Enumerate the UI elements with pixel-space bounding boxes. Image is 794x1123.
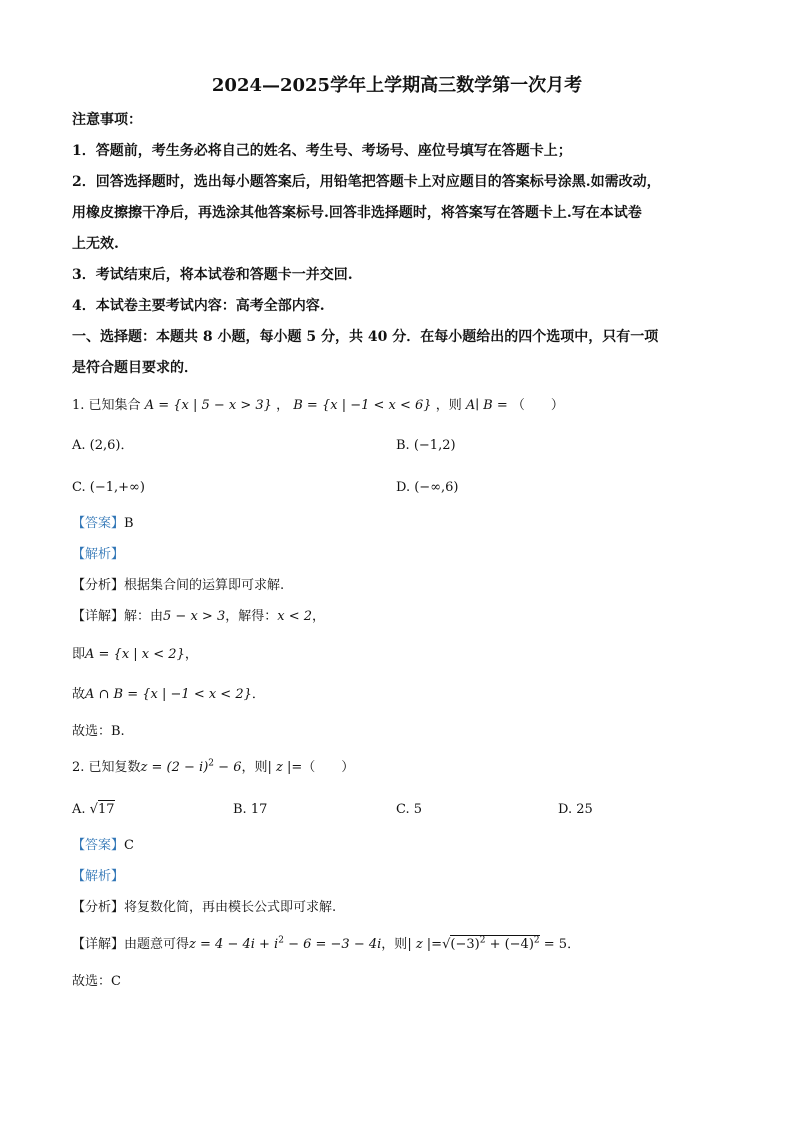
q1-detail-line-3 [72, 685, 265, 705]
q2-modulus: | z |= [267, 760, 303, 775]
q1-option-d [396, 478, 459, 498]
q1-fenxi [72, 576, 284, 596]
q1-paren: （ ） [511, 398, 564, 413]
question-1-stem [72, 396, 564, 416]
q1-prefix: 1. 已知集合 [72, 398, 141, 413]
detail-text: ， [312, 609, 326, 624]
note-item-2: 2．回答选择题时，选出每小题答案后，用铅笔把答题卡上对应题目的答案标号涂黑.如需改动， [72, 174, 661, 190]
detail-text: ， [184, 647, 198, 662]
q1-set-a: A = {x | 5 − x > 3} [144, 398, 272, 413]
detail-math: − 6 = −3 − 4i [283, 937, 382, 952]
detail-math: = 5 [539, 937, 568, 952]
option-label: B. [396, 438, 410, 453]
q2-prefix: 2. 已知复数 [72, 760, 141, 775]
q2-paren: （ ） [302, 760, 355, 775]
detail-text: 即 [72, 647, 86, 662]
q2-fenxi [72, 898, 336, 918]
detail-tag: 【详解】 [72, 937, 125, 952]
q1-detail-line-1 [72, 607, 325, 627]
q2-option-b [233, 800, 267, 820]
q2-analysis-tag: 【解析】 [72, 869, 125, 884]
fenxi-text: 根据集合间的运算即可求解. [124, 578, 285, 593]
q1-option-c [72, 478, 145, 498]
q1-answer [72, 514, 134, 534]
q1-set-b: B = {x | −1 < x < 6} [293, 398, 432, 413]
notes-heading: 注意事项： [72, 112, 142, 128]
detail-text: 由题意可得 [124, 937, 190, 952]
option-value: 17 [97, 802, 115, 817]
q1-choose: 故选：B. [72, 724, 125, 739]
question-2-stem [72, 758, 354, 778]
sqrt-icon: √ [89, 802, 98, 817]
q1-option-b [396, 436, 456, 456]
q1-detail-line-2 [72, 645, 198, 665]
detail-math: + (−4) [485, 937, 534, 952]
q2-answer [72, 836, 134, 856]
q2-option-d [558, 800, 593, 820]
q2-mid: ，则 [241, 760, 268, 775]
option-value: (−∞,6) [414, 480, 459, 495]
answer-value: B [124, 516, 134, 531]
answer-tag: 【答案】 [72, 838, 125, 853]
option-label: D. [396, 480, 411, 495]
detail-math: A ∩ B = {x | −1 < x < 2} [85, 687, 252, 702]
option-value: 25 [576, 802, 593, 817]
option-label: A. [72, 438, 86, 453]
detail-text: ． [251, 687, 265, 702]
detail-tag: 【详解】 [72, 609, 125, 624]
q2-expr-tail: − 6 [214, 760, 242, 775]
detail-text: ，解得： [225, 609, 278, 624]
note-item-3: 3．考试结束后，将本试卷和答题卡一并交回. [72, 267, 353, 283]
option-value: (−1,2) [413, 438, 456, 453]
q2-choose: 故选：C [72, 974, 121, 989]
q1-option-a [72, 436, 134, 456]
q2-option-c [396, 800, 422, 820]
q1-comma: ， [276, 398, 290, 413]
option-value: 17 [250, 802, 268, 817]
note-item-2-cont: 用橡皮擦擦干净后，再选涂其他答案标号.回答非选择题时，将答案写在答题卡上.写在本试卷 [72, 205, 642, 221]
option-label: D. [558, 802, 573, 817]
detail-exponent: 2 [479, 935, 486, 946]
section-instruction: 一、选择题：本题共 8 小题，每小题 5 分，共 40 分．在每小题给出的四个选项中，只有一项 [72, 329, 659, 345]
detail-text: ，则 [381, 937, 408, 952]
q1-analysis-tag: 【解析】 [72, 547, 125, 562]
sqrt-content [450, 935, 539, 952]
note-item-2-end: 上无效. [72, 236, 119, 252]
q1-expr: A∣ B = [465, 398, 508, 413]
q2-exponent: 2 [208, 758, 215, 769]
option-label: B. [233, 802, 247, 817]
detail-exponent: 2 [533, 935, 540, 946]
q2-detail [72, 935, 580, 955]
sqrt-icon: √ [442, 937, 451, 952]
q2-expr: z = (2 − i) [140, 760, 209, 775]
page-title: 2024—2025学年上学期高三数学第一次月考 [211, 75, 583, 96]
detail-math: A = {x | x < 2} [85, 647, 185, 662]
fenxi-tag: 【分析】 [72, 578, 125, 593]
option-value: (−1,+∞) [89, 480, 145, 495]
option-value: (2,6) [89, 438, 121, 453]
detail-math: (−3) [450, 937, 480, 952]
note-item-1: 1．答题前，考生务必将自己的姓名、考生号、考场号、座位号填写在答题卡上； [72, 143, 572, 159]
note-item-4: 4．本试卷主要考试内容：高考全部内容. [72, 298, 325, 314]
detail-text: ． [567, 937, 581, 952]
detail-text: 解：由 [124, 609, 164, 624]
answer-tag: 【答案】 [72, 516, 125, 531]
answer-value: C [124, 838, 134, 853]
fenxi-tag: 【分析】 [72, 900, 125, 915]
detail-text: 故 [72, 687, 86, 702]
detail-math: x < 2 [277, 609, 313, 624]
option-tail: ． [120, 438, 134, 453]
detail-math: z = 4 − 4i + i [189, 937, 279, 952]
section-instruction-cont: 是符合题目要求的． [72, 360, 198, 376]
option-value: 5 [413, 802, 423, 817]
detail-math: | z |= [407, 937, 443, 952]
fenxi-text: 将复数化简，再由模长公式即可求解. [124, 900, 337, 915]
q2-option-a [72, 800, 115, 820]
option-label: A. [72, 802, 86, 817]
option-label: C. [72, 480, 86, 495]
detail-exponent: 2 [278, 935, 284, 946]
detail-math: 5 − x > 3 [163, 609, 226, 624]
option-label: C. [396, 802, 410, 817]
q1-mid: ，则 [435, 398, 462, 413]
